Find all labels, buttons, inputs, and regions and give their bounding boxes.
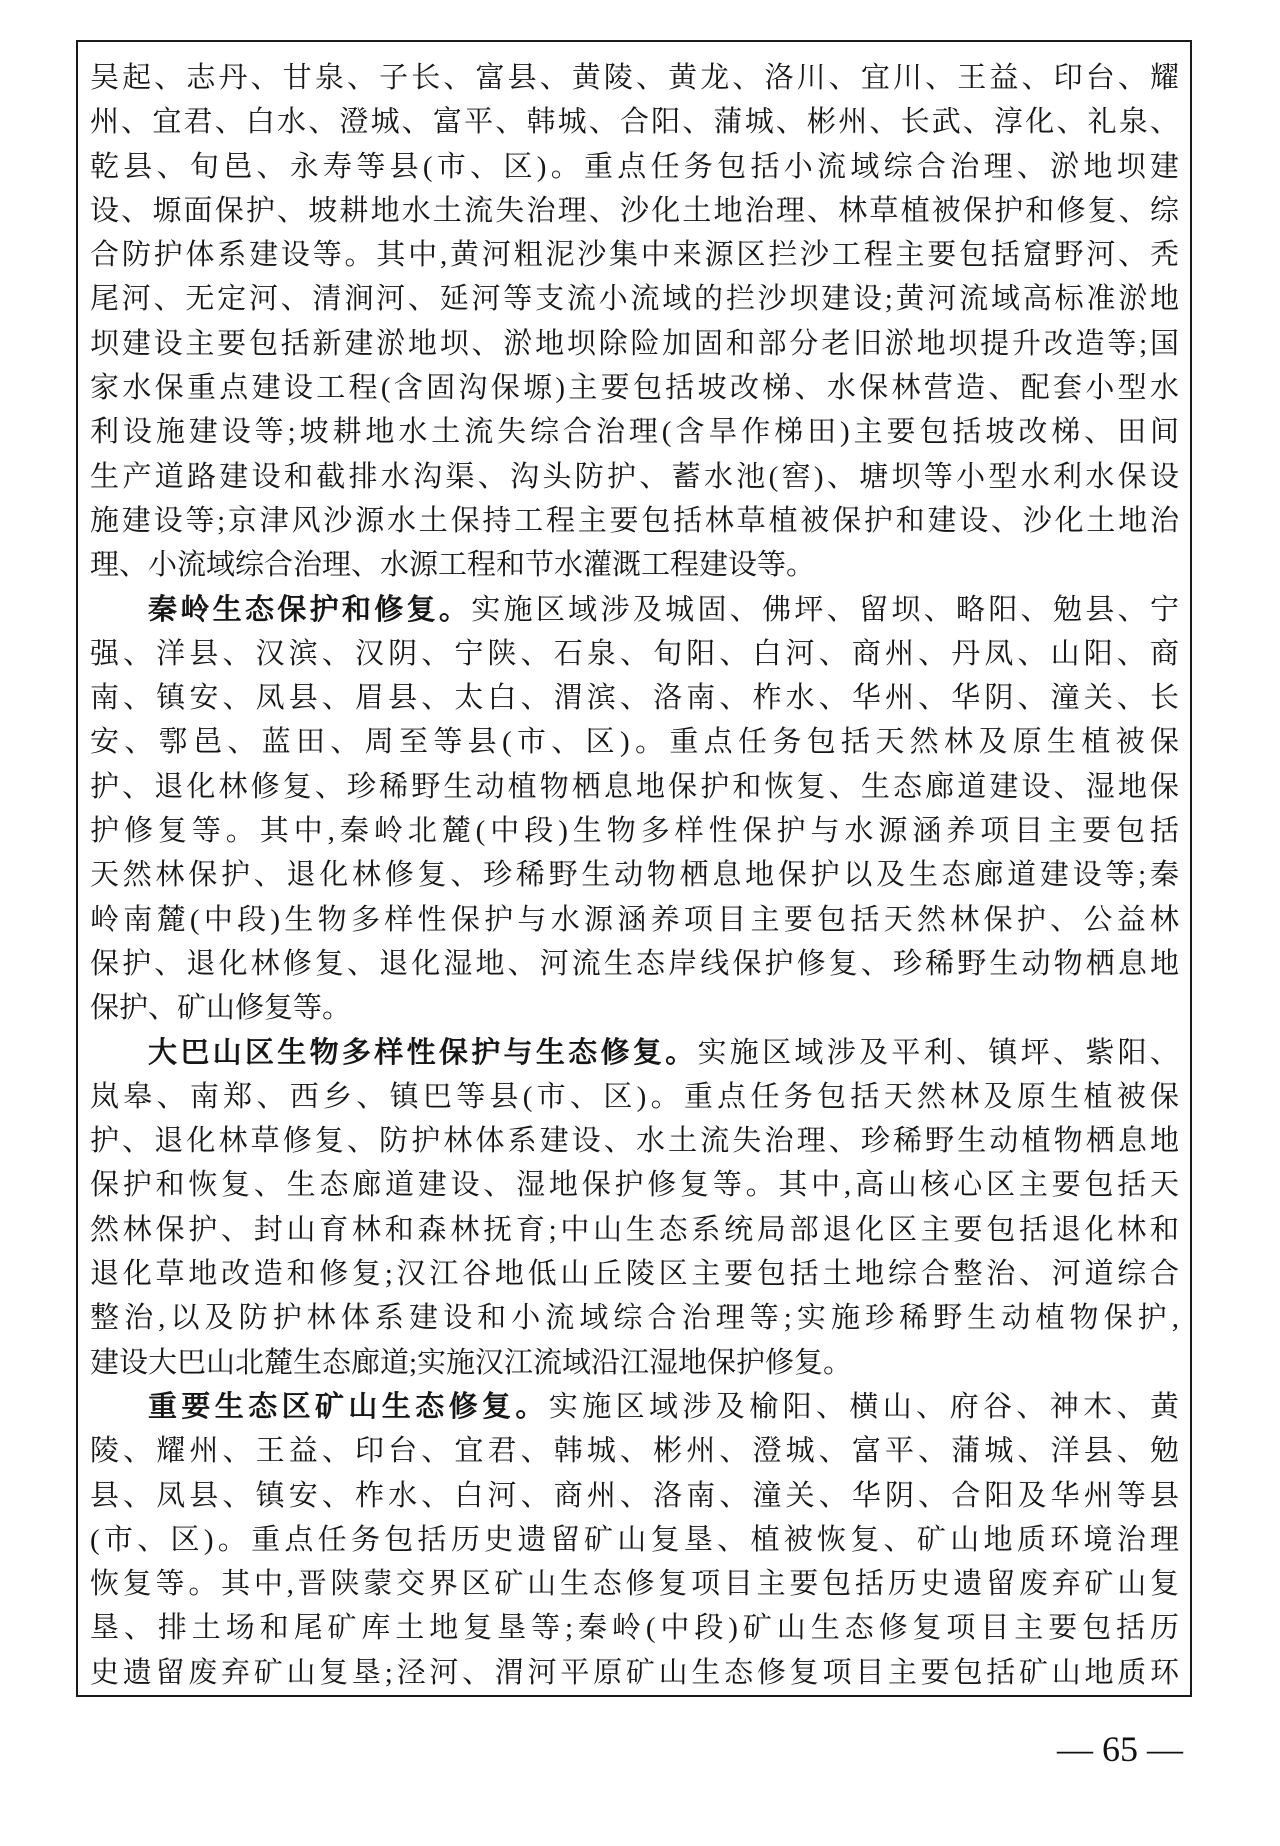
text-line (90, 1518, 1179, 1562)
text-line (90, 1075, 1179, 1119)
section-heading: 秦岭生态保护和修复。 (148, 593, 472, 626)
page-number: — 65 — (1057, 1729, 1183, 1769)
line-text: (市、区)。重点任务包括历史遗留矿山复垦、植被恢复、矿山地质环境治理 (90, 1523, 1179, 1556)
line-text: 安、鄠邑、蓝田、周至等县(市、区)。重点任务包括天然林及原生植被保 (90, 726, 1179, 759)
line-text: 保护、矿山修复等。 (90, 992, 352, 1025)
line-text: 尾河、无定河、清涧河、延河等支流小流域的拦沙坝建设;黄河流域高标准淤地 (90, 283, 1179, 316)
line-text: 垦、排土场和尾矿库土地复垦等;秦岭(中段)矿山生态修复项目主要包括历 (90, 1612, 1179, 1645)
line-text: 县、凤县、镇安、柞水、白河、商州、洛南、潼关、华阴、合阳及华州等县 (90, 1479, 1179, 1512)
line-text: 陵、耀州、王益、印台、宜君、韩城、彬州、澄城、富平、蒲城、洋县、勉 (90, 1435, 1179, 1468)
text-line (90, 145, 1179, 189)
text-line (90, 410, 1179, 454)
line-text: 退化草地改造和修复;汉江谷地低山丘陵区主要包括土地综合整治、河道综合 (90, 1258, 1179, 1291)
text-line (90, 942, 1179, 986)
line-text: 实施区域涉及平利、镇坪、紫阳、 (697, 1036, 1179, 1069)
line-text: 保护、退化林修复、退化湿地、河流生态岸线保护修复、珍稀野生动物栖息地 (90, 947, 1179, 980)
line-text: 生产道路建设和截排水沟渠、沟头防护、蓄水池(窖)、塘坝等小型水利水保设 (90, 460, 1179, 493)
text-line (90, 56, 1179, 100)
line-text: 护、退化林草修复、防护林体系建设、水土流失治理、珍稀野生动植物栖息地 (90, 1125, 1179, 1158)
text-line (90, 499, 1179, 543)
line-text: 合防护体系建设等。其中,黄河粗泥沙集中来源区拦沙工程主要包括窟野河、秃 (90, 239, 1179, 272)
text-line (90, 1208, 1179, 1252)
line-text: 强、洋县、汉滨、汉阴、宁陕、石泉、旬阳、白河、商州、丹凤、山阳、商 (90, 637, 1179, 670)
line-text: 南、镇安、凤县、眉县、太白、渭滨、洛南、柞水、华州、华阴、潼关、长 (90, 682, 1179, 715)
line-text: 实施区域涉及榆阳、横山、府谷、神木、黄 (548, 1390, 1179, 1423)
line-text: 坝建设主要包括新建淤地坝、淤地坝除险加固和部分老旧淤地坝提升改造等;国 (90, 327, 1179, 360)
line-text: 史遗留废弃矿山复垦;泾河、渭河平原矿山生态修复项目主要包括矿山地质环 (90, 1656, 1179, 1689)
text-line (90, 1562, 1179, 1606)
text-line (90, 898, 1179, 942)
text-line (90, 676, 1179, 720)
text-line (90, 1474, 1179, 1518)
line-text: 建设大巴山北麓生态廊道;实施汉江流域沿江湿地保护修复。 (90, 1346, 853, 1379)
text-line (90, 233, 1179, 277)
text-line (90, 455, 1179, 499)
line-text: 天然林保护、退化林修复、珍稀野生动物栖息地保护以及生态廊道建设等;秦 (90, 859, 1179, 892)
section-heading: 大巴山区生物多样性保护与生态修复。 (148, 1036, 698, 1069)
text-line (90, 277, 1179, 321)
line-text: 利设施建设等;坡耕地水土流失综合治理(含旱作梯田)主要包括坡改梯、田间 (90, 416, 1179, 449)
line-text: 乾县、旬邑、永寿等县(市、区)。重点任务包括小流域综合治理、淤地坝建 (90, 150, 1179, 183)
text-line (90, 366, 1179, 410)
line-text: 家水保重点建设工程(含固沟保塬)主要包括坡改梯、水保林营造、配套小型水 (90, 372, 1179, 405)
text-frame (76, 40, 1192, 1697)
text-line (90, 1031, 1179, 1075)
text-line (90, 1252, 1179, 1296)
text-line (90, 1341, 1179, 1385)
text-line (90, 100, 1179, 144)
text-line (90, 1163, 1179, 1207)
line-text: 实施区域涉及城固、佛坪、留坝、略阳、勉县、宁 (471, 593, 1179, 626)
text-line (90, 1651, 1179, 1695)
line-text: 设、塬面保护、坡耕地水土流失治理、沙化土地治理、林草植被保护和修复、综 (90, 194, 1179, 227)
text-line (90, 632, 1179, 676)
line-text: 岚皋、南郑、西乡、镇巴等县(市、区)。重点任务包括天然林及原生植被保 (90, 1080, 1179, 1113)
text-line (90, 1385, 1179, 1429)
text-line (90, 189, 1179, 233)
text-line (90, 1429, 1179, 1473)
text-line (90, 322, 1179, 366)
section-heading: 重要生态区矿山生态修复。 (148, 1390, 549, 1423)
text-line (90, 720, 1179, 764)
line-text: 护、退化林修复、珍稀野生动植物栖息地保护和恢复、生态廊道建设、湿地保 (90, 770, 1179, 803)
text-line (90, 765, 1179, 809)
text-line (90, 853, 1179, 897)
text-line (90, 986, 1179, 1030)
line-text: 理、小流域综合治理、水源工程和节水灌溉工程建设等。 (90, 549, 816, 582)
text-line (90, 809, 1179, 853)
line-text: 然林保护、封山育林和森林抚育;中山生态系统局部退化区主要包括退化林和 (90, 1213, 1179, 1246)
text-line (90, 1606, 1179, 1650)
text-line (90, 1296, 1179, 1340)
line-text: 护修复等。其中,秦岭北麓(中段)生物多样性保护与水源涵养项目主要包括 (90, 815, 1179, 848)
text-line (90, 588, 1179, 632)
text-line (90, 543, 1179, 587)
line-text: 施建设等;京津风沙源水土保持工程主要包括林草植被保护和建设、沙化土地治 (90, 504, 1179, 537)
line-text: 整治,以及防护林体系建设和小流域综合治理等;实施珍稀野生动植物保护, (90, 1302, 1179, 1335)
text-line (90, 1119, 1179, 1163)
line-text: 州、宜君、白水、澄城、富平、韩城、合阳、蒲城、彬州、长武、淳化、礼泉、 (90, 106, 1179, 139)
line-text: 吴起、志丹、甘泉、子长、富县、黄陵、黄龙、洛川、宜川、王益、印台、耀 (90, 62, 1179, 94)
line-text: 岭南麓(中段)生物多样性保护与水源涵养项目主要包括天然林保护、公益林 (90, 903, 1179, 936)
line-text: 保护和恢复、生态廊道建设、湿地保护修复等。其中,高山核心区主要包括天 (90, 1169, 1179, 1202)
line-text: 恢复等。其中,晋陕蒙交界区矿山生态修复项目主要包括历史遗留废弃矿山复 (90, 1568, 1179, 1601)
